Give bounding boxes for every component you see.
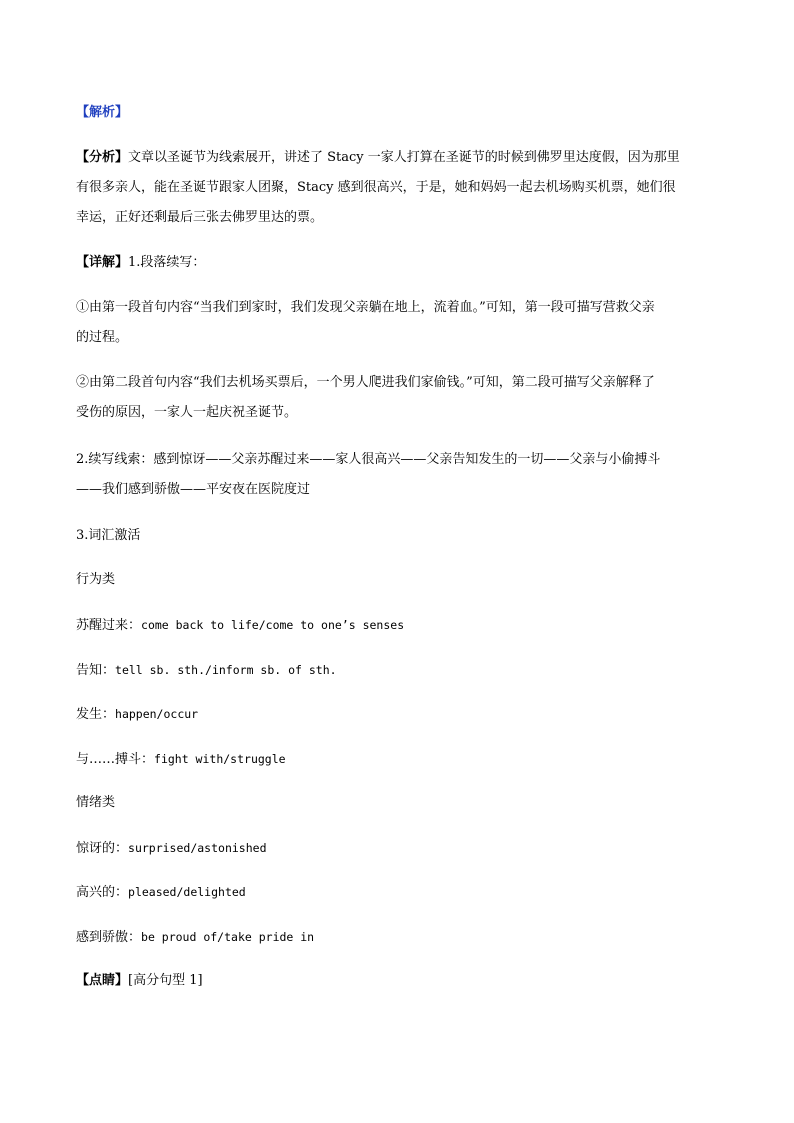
point1-line-1: ①由第一段首句内容“当我们到家时，我们发现父亲躺在地上，流着血。”可知，第一段可描写营救父亲 [76,300,655,315]
dianjing-label: 【点睛】 [76,973,129,988]
clues-line-2: ——我们感到骄傲——平安夜在医院度过 [76,482,311,497]
dianjing-text: [高分句型 1] [128,973,203,988]
behavior-category-title: 行为类 [76,572,116,587]
vocab-cn: 与……搏斗： [76,752,155,767]
vocab-item [76,927,726,948]
fenxi-line-2: 有很多亲人，能在圣诞节跟家人团聚，Stacy 感到很高兴，于是，她和妈妈一起去机场购买机票，她们很 [76,180,676,195]
vocab-cn: 惊讶的： [76,841,129,856]
vocab-item [76,749,726,770]
vocab-item [76,704,726,725]
fenxi-line-1 [76,148,726,168]
analysis-heading: 【解析】 [76,105,129,120]
point2-line-2: 受伤的原因，一家人一起庆祝圣诞节。 [76,405,298,420]
clues-line-1: 2.续写线索：感到惊讶——父亲苏醒过来——家人很高兴——父亲告知发生的一切——父亲与小偷搏斗 [76,452,661,467]
emotion-category-title: 情绪类 [76,795,116,810]
vocab-en: fight with/struggle [154,752,286,766]
vocab-item [76,838,726,859]
vocab-en: come back to life/come to one’s senses [141,618,405,632]
xiangjie-label: 【详解】 [76,255,129,270]
fenxi-text-1: 文章以圣诞节为线索展开，讲述了 Stacy 一家人打算在圣诞节的时候到佛罗里达度假，因为那里 [128,150,680,165]
xiangjie-line [76,253,726,273]
vocab-cn: 发生： [76,707,116,722]
vocab-en: tell sb. sth./inform sb. of sth. [115,663,337,677]
vocab-cn: 感到骄傲： [76,930,142,945]
vocab-cn: 苏醒过来： [76,618,142,633]
vocab-item [76,615,726,636]
point1-line-2: 的过程。 [76,330,129,345]
vocab-en: pleased/delighted [128,885,246,899]
fenxi-label: 【分析】 [76,150,129,165]
xiangjie-heading: 1.段落续写： [128,255,206,270]
vocab-cn: 高兴的： [76,885,129,900]
vocab-heading: 3.词汇激活 [76,528,141,543]
vocab-en: happen/occur [115,707,199,721]
point2-line-1: ②由第二段首句内容“我们去机场买票后，一个男人爬进我们家偷钱。”可知，第二段可描写父亲解释了 [76,375,655,390]
vocab-cn: 告知： [76,663,116,678]
vocab-item [76,660,726,681]
vocab-item [76,882,726,903]
vocab-en: surprised/astonished [128,841,267,855]
vocab-en: be proud of/take pride in [141,930,315,944]
dianjing-line [76,971,726,991]
fenxi-line-3: 幸运，正好还剩最后三张去佛罗里达的票。 [76,210,324,225]
